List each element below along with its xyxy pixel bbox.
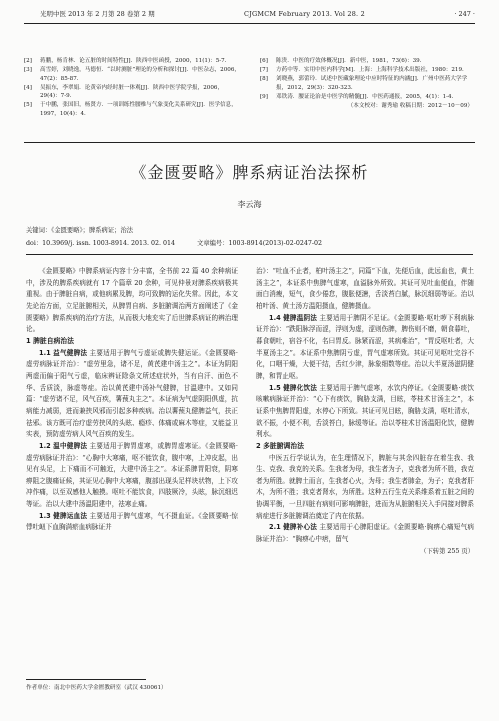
body-paragraph	[256, 266, 474, 313]
reference-text: 高雪婷，刘晓逸，马德恒．“以时测脏”理论的分析和探讨[J]．中医杂志，2006，47(2)：85-87.	[40, 67, 240, 82]
abstract-rule	[26, 254, 473, 255]
header-page-number: · 247 ·	[454, 10, 475, 18]
reference-text: 刘晓燕，郭蕾玲．试述中医藏象理论中应时特征的内涵[J]．广州中医药大学学报，2012，29(3)：320-323.	[276, 76, 468, 91]
reference-item	[24, 84, 240, 101]
reference-text: 陈贵．中医的疗效体概况[J]．新中医，1981，73(6)：39.	[276, 58, 422, 64]
continued-note: （下转第 255 页）	[420, 547, 474, 555]
reference-item	[24, 101, 240, 118]
body-paragraph	[256, 522, 474, 545]
body-left-column	[26, 266, 238, 534]
body-paragraph	[26, 441, 238, 511]
reference-text: 蒋鹏，杨肯林．论五脏的时间特性[J]．陕西中医函授，2000，11(1)：5-7.	[40, 58, 227, 64]
subsection-heading: 1.4 健脾温阴法	[269, 313, 318, 322]
author-affiliation: 作者单位：南北中医药大学金匮教研室（武汉 430061）	[26, 685, 167, 691]
reference-number: [7]	[260, 67, 268, 74]
header-journal-en: CJGMCM February 2013. Vol 28. 2	[244, 10, 365, 18]
subsection-heading: 2.1 健脾补心法	[269, 523, 318, 532]
running-header	[40, 9, 475, 18]
paragraph-text: 主要适用于心脾阳虚证。《金匮要略·胸痹心痛短气病脉证并治》：“胸痹心中痞，留气	[256, 523, 474, 544]
reference-item	[24, 57, 240, 66]
subsection-heading: 1.3 健脾运血法	[39, 511, 88, 520]
paragraph-text: 主要适用于脾气虚寒，气不摄血证。《金匮要略·惊悸吐衄下血胸满瘀血病脉证并	[26, 511, 238, 532]
reference-number: [4]	[24, 84, 32, 91]
reference-number: [5]	[24, 102, 32, 109]
header-rule	[24, 23, 475, 24]
body-paragraph	[256, 313, 474, 383]
reference-number: [9]	[260, 93, 268, 100]
reference-number: [3]	[24, 67, 32, 74]
reference-item	[260, 93, 475, 102]
references-rule	[24, 142, 475, 143]
paragraph-text: 主要适用于脾气亏虚证或脾失健运证。《金匮要略·虚劳病脉证并治》：“虚劳里急，诸不足，黄芪建中汤主之”。本证为阴阳两虚而偏于阳气亏虚，临床辨证除条文所述症状外，当有自汗、面色不华、舌质淡，脉虚等症。治以黄芪建中汤补气健脾，甘温建中。又如同篇：“虚劳诸不足，风气百疾，薯蓣丸主之”。本证病为气虚阴阳俱虚，抗病能力减弱，进而兼挟风邪而引起多种疾病。治以薯蓣丸健脾益气，扶正祛邪。该方既可治疗虚劳挟风的头眩、瘾疹、体痛或麻木等症，又能益卫实表，预防虚劳病人风气百疾的发生。	[26, 348, 238, 439]
paragraph-text: 中医五行学说认为，在生理情况下，脾脏与其余四脏存在着生我、我生、克我、我克的关系。生我者为母，我生者为子，克我者为所不胜，我克者为所胜。就脾土而言，生我者心火，为母；我生者肺金，为子；克我者肝木，为所不胜；我克者肾水，为所胜。这种五行生克关系维系着五脏之间的协调平衡，一旦四脏有病则可影响脾脏，进而为从脏腑相关入手同接对脾系病症进行多脏腑调治奠定了内在依据。	[256, 453, 474, 520]
keywords: 关键词：《金匮要略》；脾系病证；治法	[26, 227, 134, 234]
body-right-column	[256, 266, 474, 557]
reference-item	[260, 75, 475, 92]
subsection-heading: 1.2 温中健脾法	[39, 441, 88, 450]
paragraph-text: 《金匮要略》中脾系病证内容十分丰富，全书前 22 篇 40 余种病证中，涉及的脾系疾病就有 17 个篇章 20 余种，可见仲景对脾系疾病极其重视。由于脾脏自病，或他病累及脾，均可致脾的运化失常。因此，本文先论治方面，立足脏腑相关，从脾胃自病、多脏腑调治两方面阐述了《金匮要略》脾系疾病的治疗方法，从而极大地充实了后世脾系病证的辨治理论。	[26, 267, 238, 334]
reference-item	[24, 66, 240, 83]
reference-item	[260, 66, 475, 75]
reference-submission-note: （本文校对：谢秀瑜 收稿日期：2012－10－09）	[347, 102, 473, 109]
body-paragraph	[256, 383, 474, 441]
doi: doi：10.3969/j. issn. 1003-8914. 2013. 02. 014	[26, 240, 176, 247]
reference-text: 邓铁涛．腰证论治是中医学的精髓[J]．中医药通报，2005，4(1)：1-4.	[276, 93, 454, 100]
footnote-rule	[26, 679, 146, 680]
body-paragraph	[26, 348, 238, 441]
reference-text: 于中鹏，张国旧，杨贤方．一项训练性腰椎与气象变化关系研究[J]．医学信息，1997，10(4)：4.	[40, 102, 237, 118]
reference-text: 方药中等．实用中医内科学[M]．上海：上海科学技术出版社，1980：219.	[276, 67, 464, 74]
article-author: 李云海	[237, 200, 262, 209]
subsection-heading: 1.5 健脾化饮法	[269, 383, 318, 392]
paragraph-text: 主要适用于脾胃虚寒，或脾胃虚寒证。《金匮要略·虚劳病脉证并治》：“心胸中大寒痛，呕不能饮食，腹中寒，上冲皮起，出见有头足，上下痛而不可触近，大建中汤主之”。本证系脾胃阳衰，阴寒痹阻之腹痛证候，其证见心胸中大寒痛，腹部出现头足样块状物，上下攻冲作痛，以至双感他人触摸。呕吐不能饮食，四肢厥冷，头眩，脉沉细迟等证。治以大建中汤温阳建中，祛寒止痛。	[26, 441, 238, 509]
reference-text: 吴振东，李翠娟．论黄帝内经时脏一体观[J]．陕西中医学院学报，2006，29(4)：7-9.	[40, 84, 224, 100]
reference-number: [2]	[24, 58, 32, 64]
paragraph-text: 主要适用于脾气虚寒，水饮内停证。《金匮要略·痰饮咳嗽病脉证并治》：“心下有痰饮，胸胁支满，目眩，苓桂术甘汤主之”，本证系中焦脾胃阳虚，水停心下所致。其证可见目眩，胸胁支满，呕吐清水，欲不振，小便不利，舌淡苔白，脉缓等证。治以苓桂术甘汤温阳化饮，健脾利水。	[256, 383, 474, 439]
references-left-column	[24, 57, 240, 119]
section-heading: 2 多脏腑调治法	[256, 441, 304, 450]
references-right-column	[260, 57, 475, 111]
paragraph-text: 治》：“吐血不止者，柏叶汤主之”，同篇“下血，先便后血，此远血也，黄土汤主之”，本证系中焦脾气虚寒，血溢脉外所致。其证可见吐血便血，伴随面白消瘦，短气，食少倦怠，腹胀便溏，舌淡苔白腻，脉沉细弱等证。治以柏叶汤、黄土汤方温阳摄血，健脾摄血。	[256, 267, 474, 310]
article-id: 文章编号：1003-8914(2013)-02-0247-02	[197, 240, 323, 247]
body-paragraph	[256, 453, 474, 523]
header-journal-cn: 光明中医 2013 年 2 月第 28 卷第 2 期	[40, 10, 155, 18]
reference-number: [6]	[260, 58, 268, 64]
body-paragraph	[26, 266, 238, 336]
doi-line	[26, 238, 476, 247]
article-title: 《金匮要略》脾系病证治法探析	[130, 163, 369, 182]
reference-number: [8]	[260, 76, 268, 83]
body-paragraph	[26, 511, 238, 534]
section-heading: 1 脾脏自病治法	[26, 336, 74, 345]
reference-item	[260, 57, 475, 66]
paragraph-text: 主要适用于脾阴不足证。《金匮要略·呕吐哕下利病脉证并治》：“跌阳脉浮而涩，浮则为虚，涩则伤脾，脾伤则不磨，朝食暮吐，暮食朝吐，宿谷不化，名曰胃反。脉紧而涩，其病难治”，“胃反呕吐者，大半夏汤主之”。本证系中焦脾阴亏虚，胃气虚寒所致。其证可见呕吐完谷不化，口咽干燥，大便干结，舌红少津，脉象细数等症。治以大半夏汤滋阴健脾，和胃止呕。	[256, 313, 474, 380]
subsection-heading: 1.1 益气健脾法	[39, 348, 88, 357]
